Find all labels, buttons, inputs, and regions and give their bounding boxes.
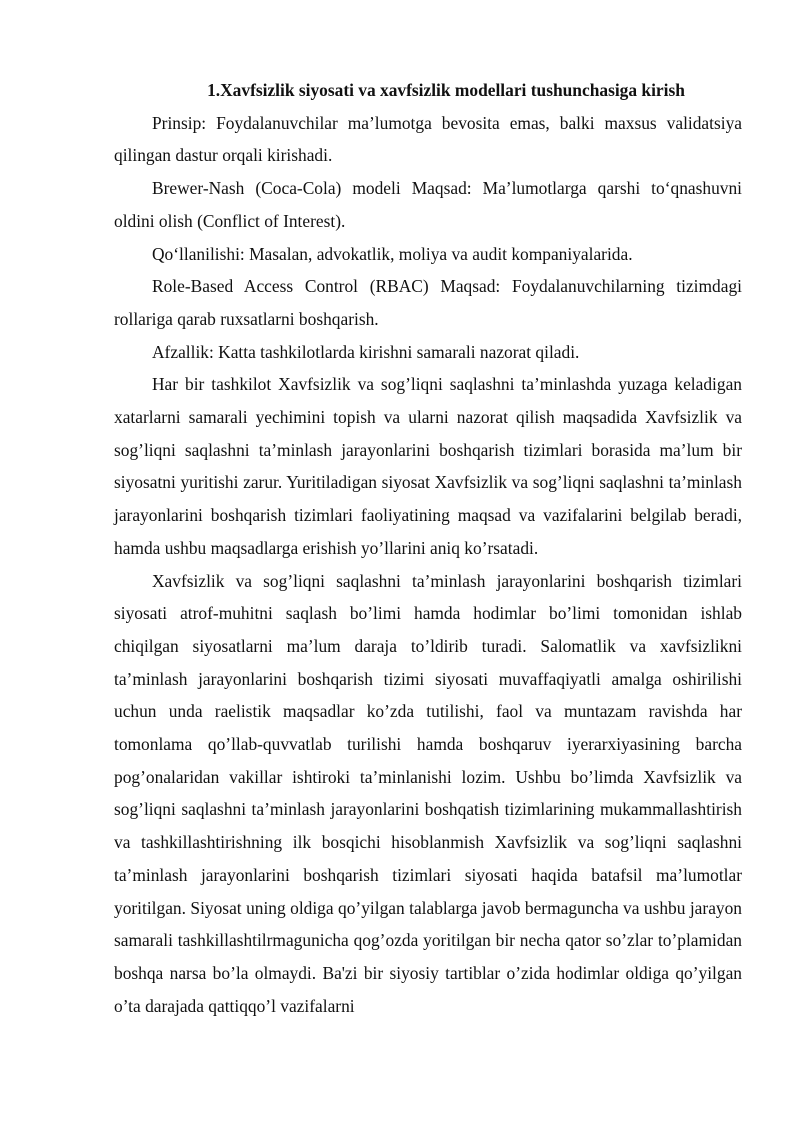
document-body xyxy=(114,74,742,1022)
paragraph-policy-intro: Har bir tashkilot Xavfsizlik va sog’liqni saqlashni ta’minlashda yuzaga keladigan xatarlarni samarali yechimini topish va ularni nazorat qilish maqsadida Xavfsizlik va sog’liqni saqlashni ta’minlash jarayonlarini boshqarish tizimlari borasida ma’lum bir siyosatni yuritishi zarur. Yuritiladigan siyosat Xavfsizlik va sog’liqni saqlashni ta’minlash jarayonlarini boshqarish tizimlari faoliyatining maqsad va vazifalarini belgilab beradi, hamda ushbu maqsadlarga erishish yo’llarini aniq ko’rsatadi. xyxy=(114,374,742,558)
paragraph-advantage: Afzallik: Katta tashkilotlarda kirishni samarali nazorat qiladi. xyxy=(152,341,580,362)
paragraph-rbac: Role-Based Access Control (RBAC) Maqsad: Foydalanuvchilarning tizimdagi rollariga qarab ruxsatlarni boshqarish. xyxy=(114,276,742,329)
paragraph-principle: Prinsip: Foydalanuvchilar ma’lumotga bevosita emas, balki maxsus validatsiya qilingan dastur orqali kirishadi. xyxy=(114,112,742,166)
paragraph-policy-details: Xavfsizlik va sog’liqni saqlashni ta’minlash jarayonlarini boshqarish tizimlari siyosati atrof-muhitni saqlash bo’limi hamda hodimlar bo’limi tomonidan ishlab chiqilgan siyosatlarni ma’lum daraja to’ldirib turadi. Salomatlik va xavfsizlikni ta’minlash jarayonlarini boshqarish tizimi siyosati muvaffaqiyatli amalga oshirilishi uchun unda raelistik maqsadlar ko’zda tutilishi, faol va muntazam ravishda har tomonlama qo’llab-quvvatlab turilishi hamda boshqaruv iyerarxiyasining barcha pog’onalaridan vakillar ishtiroki ta’minlanishi lozim. Ushbu bo’limda Xavfsizlik va sog’liqni saqlashni ta’minlash jarayonlarini boshqatish tizimlarining mukammallashtirish va tashkillashtirishning ilk bosqichi hisoblanmish Xavfsizlik va sog’liqni saqlashni ta’minlash jarayonlarini boshqarish tizimlari siyosati haqida batafsil ma’lumotlar yoritilgan. Siyosat uning oldiga qo’yilgan talablarga javob bermaguncha va ushbu jarayon samarali tashkillashtilrmagunicha qog’ozda yoritilgan bir necha qator so’zlar to’plamidan boshqa narsa bo’la olmaydi. Ba'zi bir siyosiy tartiblar o’zida hodimlar oldiga qo’yilgan o’ta darajada qattiqqo’l vazifalarni xyxy=(114,570,742,1016)
section-heading: 1.Xavfsizlik siyosati va xavfsizlik modellari tushunchasiga kirish xyxy=(207,80,685,100)
paragraph-brewer-nash: Brewer-Nash (Coca-Cola) modeli Maqsad: Ma’lumotlarga qarshi to‘qnashuvni oldini olish (Conflict of Interest). xyxy=(114,178,742,231)
paragraph-usage: Qo‘llanilishi: Masalan, advokatlik, moliya va audit kompaniyalarida. xyxy=(152,243,633,264)
